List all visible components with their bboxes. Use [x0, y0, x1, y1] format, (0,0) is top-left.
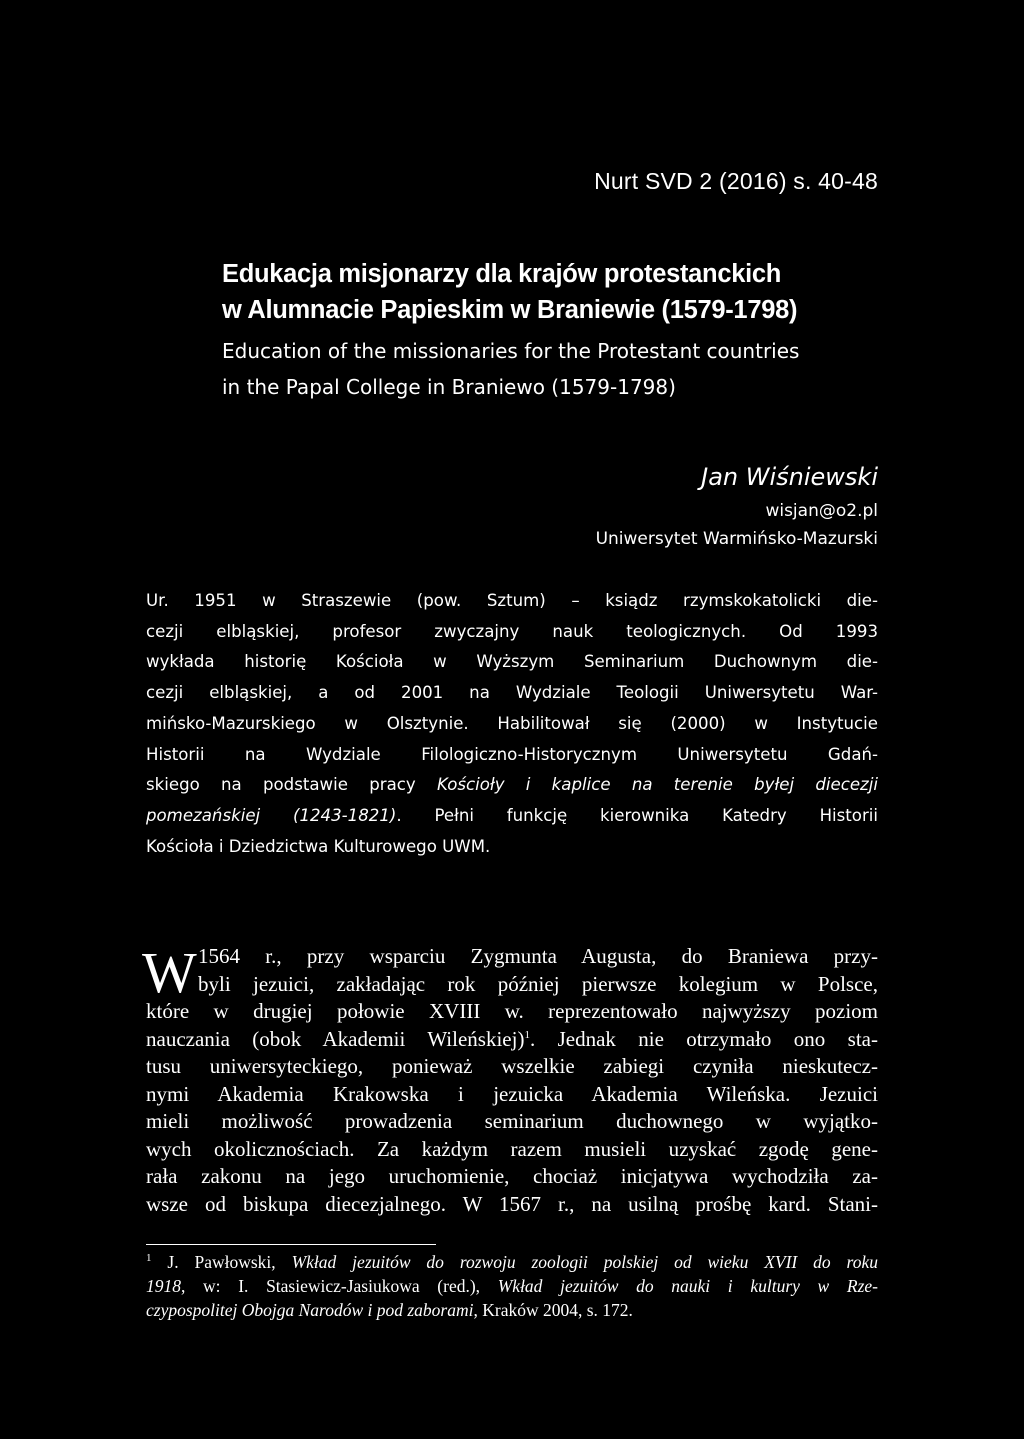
- title-en-line-2: in the Papal College in Braniewo (1579-1798): [222, 375, 676, 399]
- footnote-line: [146, 1298, 878, 1322]
- body-line: mieli możliwość prowadzenia seminarium duchownego w wyjątko-: [146, 1109, 878, 1133]
- footnote: [146, 1250, 878, 1322]
- article-body: [146, 943, 878, 1218]
- footnote-work-title: Wkład jezuitów do nauki i kultury w Rze-: [497, 1276, 878, 1296]
- footnote-number: 1: [146, 1252, 152, 1265]
- bio-text: . Pełni funkcję kierownika Katedry Historii: [396, 805, 878, 825]
- footnote-line: [146, 1250, 878, 1274]
- footnote-text: J. Pawłowski,: [151, 1252, 292, 1272]
- footnote-separator: [146, 1244, 436, 1245]
- author-name: Jan Wiśniewski: [701, 463, 878, 491]
- body-line: wych okolicznościach. Za każdym razem musieli uzyskać zgodę gene-: [146, 1136, 878, 1161]
- bio-line: [146, 770, 878, 801]
- article-title-polish: [222, 256, 902, 328]
- body-line: [146, 1026, 878, 1054]
- body-line: nymi Akademia Krakowska i jezuicka Akademia Wileńska. Jezuici: [146, 1081, 878, 1106]
- title-pl-line-2: w Alumnacie Papieskim w Braniewie (1579-1798): [222, 296, 798, 324]
- bio-text: skiego na podstawie pracy: [146, 775, 437, 795]
- body-text: . Jednak nie otrzymało ono sta-: [529, 1026, 878, 1051]
- body-line: byli jezuici, zakładając rok później pierwsze kolegium w Polsce,: [198, 971, 878, 996]
- body-text: nauczania (obok Akademii Wileńskiej): [146, 1026, 525, 1051]
- author-bio: [146, 586, 878, 862]
- footnote-ref[interactable]: 1: [524, 1028, 530, 1041]
- title-pl-line-1: Edukacja misjonarzy dla krajów protestanckich: [222, 260, 782, 288]
- footnote-text: , w: I. Stasiewicz-Jasiukowa (red.),: [181, 1276, 498, 1296]
- drop-cap: W: [142, 940, 197, 1005]
- article-title-english: [222, 333, 902, 405]
- body-line: 1564 r., przy wsparciu Zygmunta Augusta, do Braniewa przy-: [198, 944, 878, 968]
- author-email[interactable]: wisjan@o2.pl: [765, 501, 878, 521]
- body-line: tusu uniwersyteckiego, ponieważ wszelkie zabiegi czyniła nieskutecz-: [146, 1054, 878, 1078]
- footnote-line: [146, 1274, 878, 1298]
- footnote-work-title: Wkład jezuitów do rozwoju zoologii polskiej od wieku XVII do roku: [291, 1252, 878, 1272]
- author-block: [596, 458, 878, 553]
- body-line: które w drugiej połowie XVIII w. reprezentowało najwyższy poziom: [146, 999, 878, 1023]
- bio-line: cezji elbląskiej, a od 2001 na Wydziale Teologii Uniwersytetu War-: [146, 683, 878, 703]
- bio-line: mińsko-Mazurskiego w Olsztynie. Habilitował się (2000) w Instytucie: [146, 713, 878, 733]
- footnote-work-title: czypospolitej Obojga Narodów i pod zaborami: [146, 1300, 474, 1320]
- bio-line: Kościoła i Dziedzictwa Kulturowego UWM.: [146, 836, 491, 856]
- author-affiliation: Uniwersytet Warmińsko-Mazurski: [595, 529, 878, 549]
- bio-line: Ur. 1951 w Straszewie (pow. Sztum) – ksiądz rzymskokatolicki die-: [146, 591, 878, 610]
- title-en-line-1: Education of the missionaries for the Protestant countries: [222, 339, 800, 363]
- footnote-text: , Kraków 2004, s. 172.: [473, 1300, 633, 1320]
- bio-work-title: Kościoły i kaplice na terenie byłej diecezji: [436, 775, 878, 795]
- body-line: rała zakonu na jego uruchomienie, chociaż inicjatywa wychodziła za-: [146, 1164, 878, 1188]
- bio-line: [146, 801, 878, 832]
- bio-line: Historii na Wydziale Filologiczno-Historycznym Uniwersytetu Gdań-: [146, 744, 878, 764]
- bio-line: cezji elbląskiej, profesor zwyczajny nauk teologicznych. Od 1993: [146, 621, 878, 641]
- bio-work-title: pomezańskiej (1243-1821): [146, 805, 397, 825]
- bio-line: wykłada historię Kościoła w Wyższym Seminarium Duchownym die-: [146, 652, 878, 672]
- footnote-work-title: 1918: [146, 1276, 181, 1296]
- body-line: wsze od biskupa diecezjalnego. W 1567 r., na usilną prośbę kard. Stani-: [146, 1191, 878, 1216]
- journal-reference: Nurt SVD 2 (2016) s. 40-48: [594, 168, 878, 194]
